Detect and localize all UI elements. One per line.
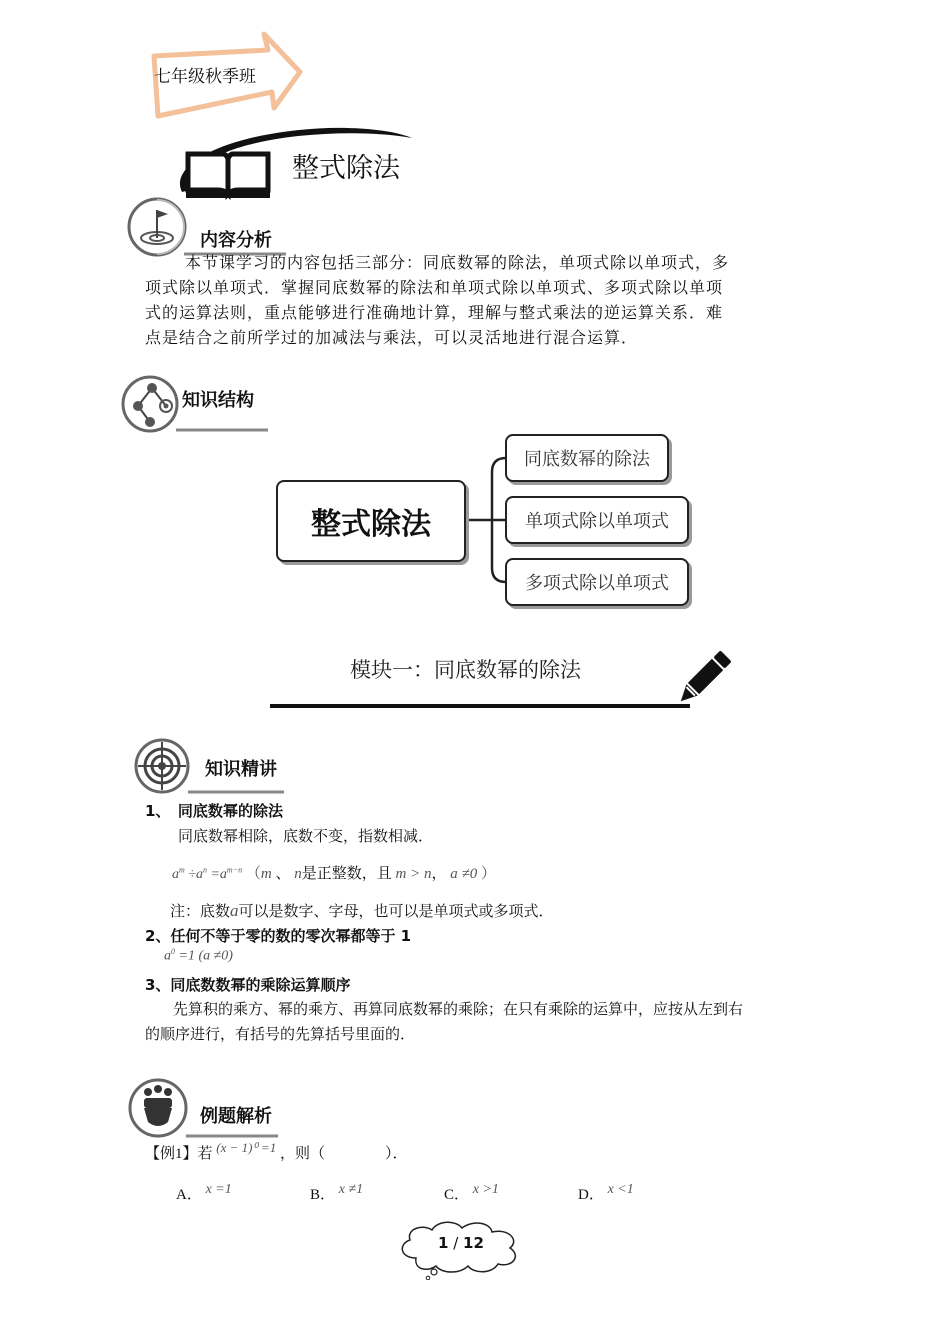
cond-a-nonzero: a ≠0 — [450, 866, 478, 882]
page-total: 12 — [463, 1234, 484, 1252]
mindmap-center-label: 整式除法 — [311, 507, 431, 542]
cond-m: m — [260, 866, 272, 882]
section-heading-knowledge-detail: 知识精讲 — [205, 759, 277, 780]
cond-close: ） — [480, 866, 496, 882]
note-post: 可以是数字、字母，也可以是单项式或多项式． — [238, 904, 554, 920]
item1-rule: 同底数幂相除，底数不变，指数相减． — [178, 829, 434, 845]
cond-n: n — [294, 866, 302, 882]
section-heading-content-analysis: 内容分析 — [200, 230, 272, 251]
section-heading-knowledge-structure: 知识结构 — [182, 390, 254, 411]
page-title: 整式除法 — [292, 153, 400, 184]
book-icon — [184, 150, 272, 200]
option-b-value: x ≠1 — [338, 1182, 364, 1197]
mindmap-branch-label: 单项式除以单项式 — [525, 511, 669, 532]
example1-options — [176, 1183, 678, 1204]
item1-title: 1、 同底数幂的除法 — [145, 802, 283, 820]
mindmap-branch-label: 同底数幂的除法 — [524, 449, 650, 470]
example1-label: 【例1】若 — [145, 1146, 213, 1162]
example1-tail: ，则（ ）． — [279, 1146, 408, 1162]
page-sep: / — [448, 1234, 464, 1252]
option-c[interactable] — [444, 1183, 578, 1204]
option-c-value: x >1 — [472, 1182, 499, 1197]
example1-formula: (x − 1)⁰ =1 — [216, 1140, 277, 1155]
option-b[interactable] — [310, 1183, 444, 1204]
item3-line: 的顺序进行，有括号的先算括号里面的． — [145, 1027, 416, 1043]
example1-question — [145, 1142, 407, 1163]
option-d-label: D． — [578, 1187, 604, 1203]
note-a: a — [230, 901, 239, 920]
item1-formula — [172, 862, 496, 883]
cond-sep: 、 — [275, 866, 291, 882]
item1-note — [170, 900, 554, 921]
option-d-value: x <1 — [607, 1182, 634, 1197]
page-number — [438, 1234, 484, 1252]
option-a-label: A． — [176, 1187, 202, 1203]
option-a-value: x =1 — [205, 1182, 232, 1197]
option-b-label: B． — [310, 1187, 336, 1203]
mindmap-branch — [505, 558, 689, 606]
cond-comma: ， — [431, 866, 447, 882]
cond-mid: 是正整数，且 — [301, 866, 392, 882]
note-pre: 注：底数 — [170, 904, 231, 920]
cond-ineq: m > n — [395, 866, 432, 882]
content-line: 点是结合之前所学过的加减法与乘法，可以灵活地进行混合运算． — [145, 328, 639, 347]
page-current: 1 — [438, 1234, 449, 1252]
section-heading-examples: 例题解析 — [200, 1106, 272, 1127]
content-line: 式的运算法则，重点能够进行准确地计算，理解与整式乘法的逆运算关系．难 — [145, 303, 724, 322]
option-d[interactable] — [578, 1183, 678, 1204]
zero-power-formula: $a^0 =1$ (a ≠0) — [164, 947, 233, 964]
content-analysis-text — [145, 250, 825, 350]
option-a[interactable] — [176, 1183, 310, 1204]
pencil-icon — [670, 648, 734, 712]
item3-title: 3、同底数数幂的乘除运算顺序 — [145, 976, 351, 994]
mindmap-branch — [505, 496, 689, 544]
item2-title: 2、任何不等于零的数的零次幂都等于 1 — [145, 927, 412, 945]
mindmap-branch — [505, 434, 669, 482]
class-label: 七年级秋季班 — [154, 67, 256, 87]
content-line: 本节课学习的内容包括三部分：同底数幂的除法，单项式除以单项式，多 — [185, 253, 730, 272]
cond-open: （ — [245, 866, 261, 882]
content-line: 项式除以单项式．掌握同底数幂的除法和单项式除以单项式、多项式除以单项 — [145, 278, 724, 297]
item3-text — [145, 998, 825, 1048]
option-c-label: C． — [444, 1187, 470, 1203]
mindmap-center — [276, 480, 466, 562]
mindmap-branch-label: 多项式除以单项式 — [525, 573, 669, 594]
module-title: 模块一：同底数幂的除法 — [350, 658, 581, 682]
item3-line: 先算积的乘方、幂的乘方、再算同底数幂的乘除；在只有乘除的运算中，应按从左到右 — [173, 1002, 744, 1018]
formula-am-div-an: $a^m \div a^n =a^{m-n}$ — [172, 865, 243, 882]
